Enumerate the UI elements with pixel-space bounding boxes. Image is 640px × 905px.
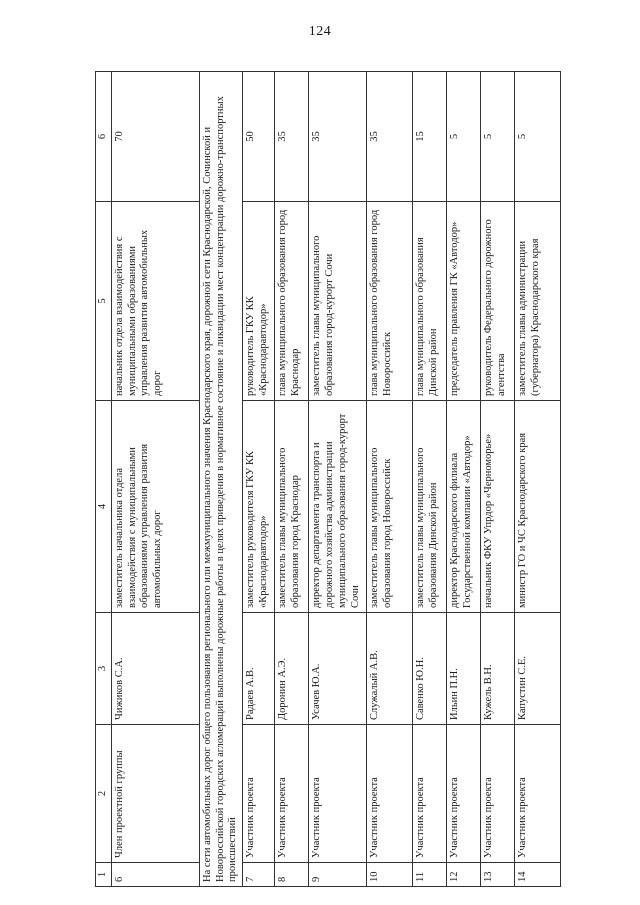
name-cell: Савенко Ю.Н.	[413, 613, 447, 725]
supervisor-cell: руководитель Федерального дорожного агентства	[481, 202, 515, 401]
landscape-page-content	[95, 72, 541, 887]
role-cell: Участник проекта	[515, 725, 561, 863]
name-cell: Служалый А.В.	[367, 613, 413, 725]
position-cell: заместитель главы муниципального образования Динской район	[413, 401, 447, 613]
row-number: 11	[413, 863, 447, 887]
row-number: 7	[243, 863, 275, 887]
position-cell: заместитель начальника отдела взаимодействия с муниципальными образованиями управления развития автомобильных дорог	[111, 401, 199, 613]
role-cell: Участник проекта	[275, 725, 309, 863]
row-number: 9	[309, 863, 367, 887]
name-cell: Радаев А.В.	[243, 613, 275, 725]
percent-cell: 15	[413, 72, 447, 202]
supervisor-cell: председатель правления ГК «Автодор»	[447, 202, 481, 401]
percent-cell: 70	[111, 72, 199, 202]
role-cell: Участник проекта	[243, 725, 275, 863]
header-cell: 2	[96, 725, 112, 863]
supervisor-cell: заместитель главы администрации (губернатора) Краснодарского края	[515, 202, 561, 401]
name-cell: Доронин А.Э.	[275, 613, 309, 725]
percent-cell: 35	[367, 72, 413, 202]
table-row	[447, 72, 481, 887]
percent-cell: 35	[275, 72, 309, 202]
position-cell: начальник ФКУ Упрдор «Черноморье»	[481, 401, 515, 613]
role-cell: Участник проекта	[447, 725, 481, 863]
supervisor-cell: начальник отдела взаимодействия с муниципальными образованиями управления развития автомобильных дорог	[111, 202, 199, 401]
row-number: 12	[447, 863, 481, 887]
table-row	[275, 72, 309, 887]
position-cell: заместитель главы муниципального образования город Новороссийск	[367, 401, 413, 613]
row-number: 14	[515, 863, 561, 887]
position-cell: директор департамента транспорта и дорожного хозяйства администрации муниципального образования город-курорт Сочи	[309, 401, 367, 613]
section-text: На сети автомобильных дорог общего пользования регионального или межмуниципального значения Краснодарского края, дорожной сети Краснодарской, Сочинской и Новороссийской городских агломераций выполнены дорожные работы в целях приведения в нормативное состояние и ликвидации мест концентрации дорожно-транспортных происшествий	[199, 72, 242, 887]
section-row	[199, 72, 242, 887]
header-cell: 1	[96, 863, 112, 887]
role-cell: Участник проекта	[367, 725, 413, 863]
table-row	[413, 72, 447, 887]
name-cell: Чижиков С.А.	[111, 613, 199, 725]
table-row	[111, 72, 199, 887]
supervisor-cell: заместитель главы муниципального образования город-курорт Сочи	[309, 202, 367, 401]
row-number: 6	[111, 863, 199, 887]
table-row	[367, 72, 413, 887]
position-cell: заместитель руководителя ГКУ КК «Краснодаравтодор»	[243, 401, 275, 613]
header-cell: 3	[96, 613, 112, 725]
header-cell: 5	[96, 202, 112, 401]
row-number: 8	[275, 863, 309, 887]
project-team-table	[95, 71, 561, 887]
header-cell: 4	[96, 401, 112, 613]
position-cell: директор Краснодарского филиала Государственной компании «Автодор»	[447, 401, 481, 613]
supervisor-cell: глава муниципального образования город Новороссийск	[367, 202, 413, 401]
row-number: 10	[367, 863, 413, 887]
role-cell: Участник проекта	[309, 725, 367, 863]
role-cell: Член проектной группы	[111, 725, 199, 863]
name-cell: Усачев Ю.А.	[309, 613, 367, 725]
position-cell: заместитель главы муниципального образования город Краснодар	[275, 401, 309, 613]
percent-cell: 35	[309, 72, 367, 202]
table-row	[309, 72, 367, 887]
role-cell: Участник проекта	[413, 725, 447, 863]
percent-cell: 50	[243, 72, 275, 202]
supervisor-cell: руководитель ГКУ КК «Краснодаравтодор»	[243, 202, 275, 401]
table-row	[243, 72, 275, 887]
role-cell: Участник проекта	[481, 725, 515, 863]
name-cell: Капустин С.Е.	[515, 613, 561, 725]
supervisor-cell: глава муниципального образования Динской район	[413, 202, 447, 401]
position-cell: министр ГО и ЧС Краснодарского края	[515, 401, 561, 613]
percent-cell: 5	[481, 72, 515, 202]
table-row	[515, 72, 561, 887]
page-number: 124	[308, 24, 332, 39]
rotated-table-area	[95, 72, 541, 887]
percent-cell: 5	[447, 72, 481, 202]
header-row	[96, 72, 112, 887]
name-cell: Ильин П.Н.	[447, 613, 481, 725]
table-row	[481, 72, 515, 887]
header-cell: 6	[96, 72, 112, 202]
percent-cell: 5	[515, 72, 561, 202]
name-cell: Кужель В.Н.	[481, 613, 515, 725]
supervisor-cell: глава муниципального образования город Краснодар	[275, 202, 309, 401]
row-number: 13	[481, 863, 515, 887]
